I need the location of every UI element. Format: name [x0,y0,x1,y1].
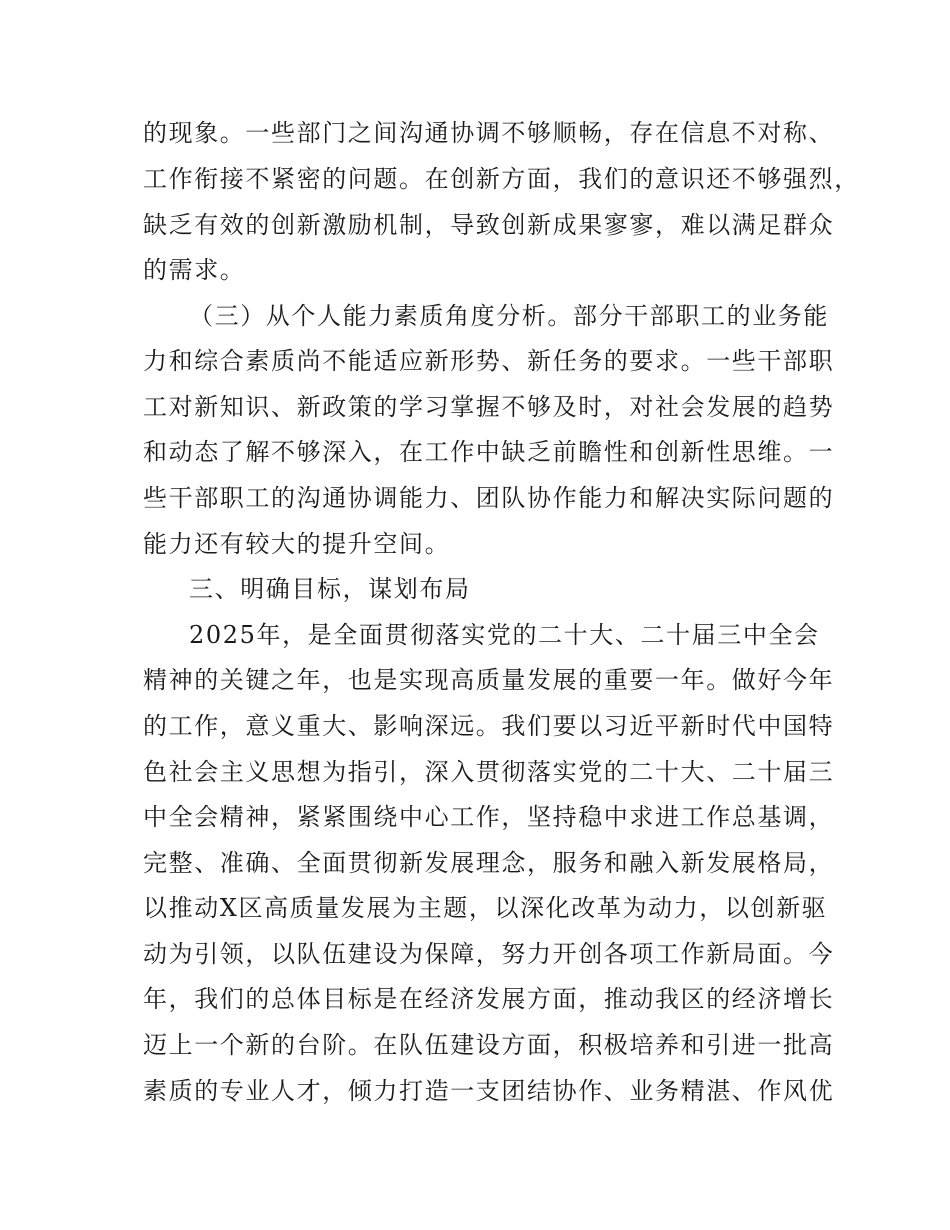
paragraph-line: 的工作，意义重大、影响深远。我们要以习近平新时代中国特 [143,712,835,740]
paragraph-line: 2025年，是全面贯彻落实党的二十大、二十届三中全会 [189,621,820,649]
paragraph-line: 和动态了解不够深入，在工作中缺乏前瞻性和创新性思维。一 [143,438,835,466]
paragraph-line: 以推动X区高质量发展为主题，以深化改革为动力，以创新驱 [143,894,828,922]
paragraph-line: 素质的专业人才，倾力打造一支团结协作、业务精湛、作风优 [143,1077,835,1105]
paragraph-line: 的现象。一些部门之间沟通协调不够顺畅，存在信息不对称、 [143,119,835,147]
paragraph-line: 精神的关键之年，也是实现高质量发展的重要一年。做好今年 [143,666,835,694]
section-heading: 三、明确目标，谋划布局 [189,575,471,603]
paragraph-line: 的需求。 [143,256,246,284]
paragraph-line: 完整、准确、全面贯彻新发展理念，服务和融入新发展格局， [143,849,835,877]
paragraph-line: 迈上一个新的台阶。在队伍建设方面，积极培养和引进一批高 [143,1031,835,1059]
paragraph-line: 力和综合素质尚不能适应新形势、新任务的要求。一些干部职 [143,347,835,375]
paragraph-line: 工对新知识、新政策的学习掌握不够及时，对社会发展的趋势 [143,393,835,421]
paragraph-line: 能力还有较大的提升空间。 [143,530,451,558]
paragraph-line: 中全会精神，紧紧围绕中心工作，坚持稳中求进工作总基调， [143,803,835,831]
paragraph-line: 工作衔接不紧密的问题。在创新方面，我们的意识还不够强烈， [143,165,860,193]
paragraph-line: 色社会主义思想为指引，深入贯彻落实党的二十大、二十届三 [143,758,835,786]
paragraph-line: 缺乏有效的创新激励机制，导致创新成果寥寥，难以满足群众 [143,211,835,239]
paragraph-line: （三）从个人能力素质角度分析。部分干部职工的业务能 [189,302,829,330]
paragraph-line: 动为引领，以队伍建设为保障，努力开创各项工作新局面。今 [143,940,835,968]
paragraph-line: 年，我们的总体目标是在经济发展方面，推动我区的经济增长 [143,985,835,1013]
paragraph-line: 些干部职工的沟通协调能力、团队协作能力和解决实际问题的 [143,484,835,512]
